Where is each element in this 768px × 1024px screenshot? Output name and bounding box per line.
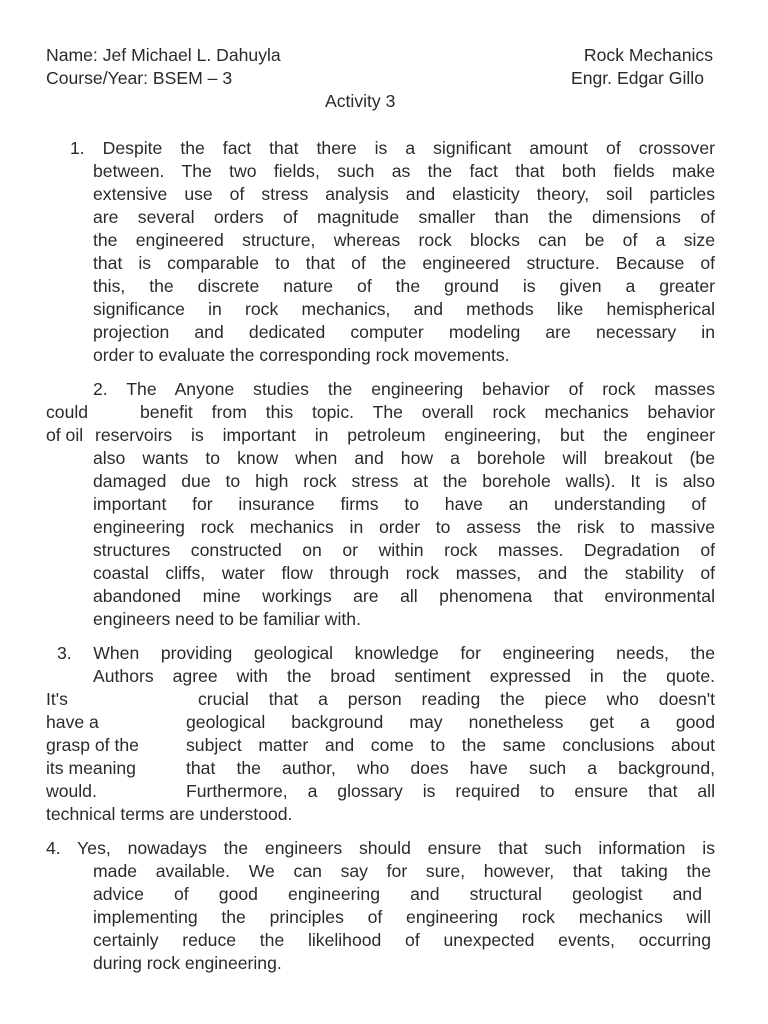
answer-line: technical terms are understood. [46,804,293,824]
student-name: Name: Jef Michael L. Dahuyla [46,45,281,65]
answer-line: coastal cliffs, water flow through rock masses, and the stability of [93,563,715,583]
answer-line: extensive use of stress analysis and elasticity theory, soil particles [93,184,715,204]
answer-line: have a [46,712,99,732]
instructor-name: Engr. Edgar Gillo [570,68,704,88]
answer-line: this, the discrete nature of the ground is given a greater [93,276,715,296]
answer-line: subject matter and come to the same conclusions about [186,735,715,755]
answer-line: are several orders of magnitude smaller than the dimensions of [93,207,715,227]
answer-line: implementing the principles of engineering rock mechanics will [93,907,711,927]
answer-line: damaged due to high rock stress at the borehole walls). It is also [93,471,715,491]
answer-line: that is comparable to that of the engineered structure. Because of [93,253,715,273]
answer-line: 4. Yes, nowadays the engineers should ensure that such information is [46,838,715,858]
subject-title: Rock Mechanics [583,45,713,65]
answer-line: grasp of the [46,735,139,755]
answer-line: advice of good engineering and structural geologist and [93,884,702,904]
answer-line: geological background may nonetheless get a good [186,712,715,732]
answer-line: benefit from this topic. The overall rock mechanics behavior [140,402,715,422]
answer-line: 3. When providing geological knowledge for engineering needs, the [57,643,715,663]
answer-line: engineering rock mechanics in order to assess the risk to massive [93,517,715,537]
answer-line: that the author, who does have such a background, [186,758,715,778]
answer-line: the engineered structure, whereas rock blocks can be of a size [93,230,715,250]
answer-line: projection and dedicated computer modeling are necessary in [93,322,715,342]
answer-line: order to evaluate the corresponding rock movements. [93,345,510,365]
answer-line: made available. We can say for sure, however, that taking the [93,861,711,881]
answer-line: significance in rock mechanics, and methods like hemispherical [93,299,715,319]
answer-line: 2. The Anyone studies the engineering behavior of rock masses [93,379,715,399]
answer-line: crucial that a person reading the piece who doesn't [198,689,715,709]
answer-line: 1. Despite the fact that there is a significant amount of crossover [70,138,715,158]
answer-line: Authors agree with the broad sentiment expressed in the quote. [93,666,715,686]
answer-line: between. The two fields, such as the fact that both fields make [93,161,715,181]
answer-line: structures constructed on or within rock masses. Degradation of [93,540,715,560]
answer-line: engineers need to be familiar with. [93,609,361,629]
answer-line: It's [46,689,68,709]
activity-title: Activity 3 [325,91,396,111]
answer-line: its meaning [46,758,136,778]
answer-line: could [46,402,89,422]
answer-line: Furthermore, a glossary is required to ensure that all [186,781,715,801]
answer-line: reservoirs is important in petroleum engineering, but the engineer [95,425,715,445]
answer-line: important for insurance firms to have an understanding of [93,494,706,514]
answer-line: of oil [46,425,84,445]
answer-line: certainly reduce the likelihood of unexpected events, occurring [93,930,711,950]
answer-line: abandoned mine workings are all phenomena that environmental [93,586,715,606]
course-year: Course/Year: BSEM – 3 [46,68,233,88]
answer-line: would. [46,781,97,801]
answer-line: during rock engineering. [93,953,282,973]
answer-line: also wants to know when and how a borehole will breakout (be [93,448,715,468]
